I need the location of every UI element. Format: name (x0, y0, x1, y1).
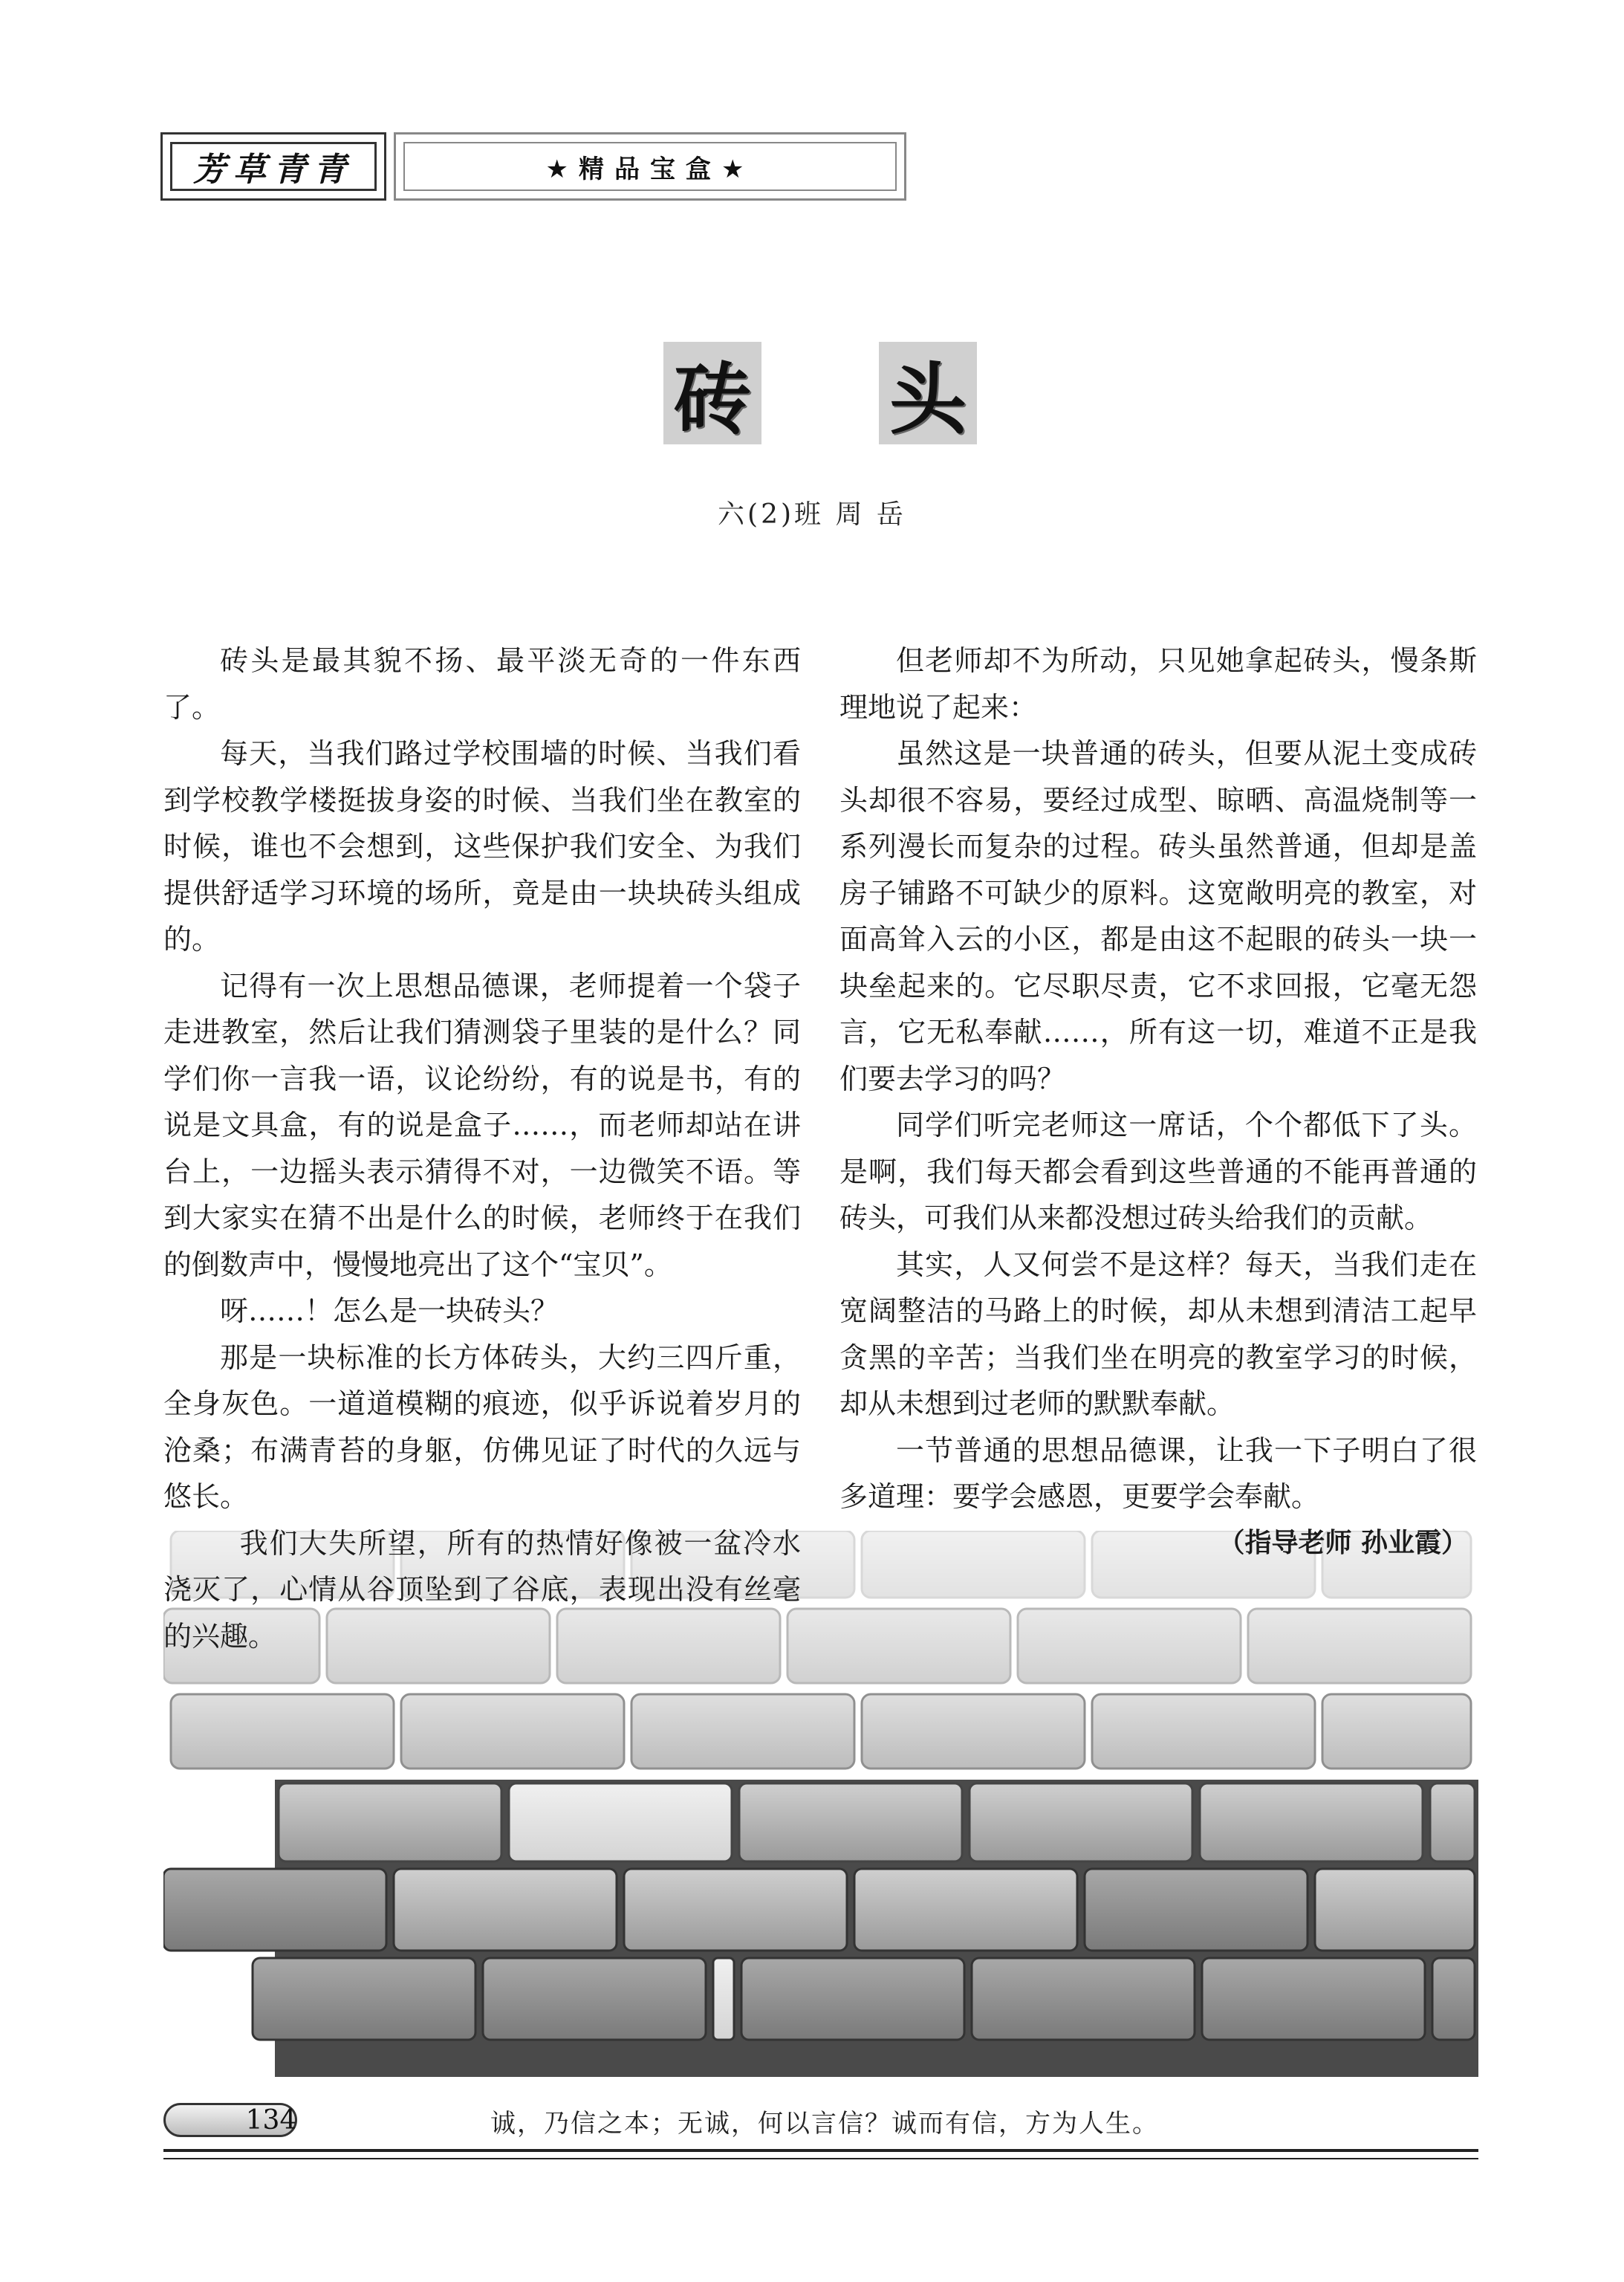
paragraph: 一节普通的思想品德课，让我一下子明白了很多道理：要学会感恩，更要学会奉献。 (839, 1433, 1477, 1513)
footer-motto: 诚，乃信之本；无诚，何以言信？诚而有信，方为人生。 (490, 2109, 1159, 2139)
paragraph: 同学们听完老师这一席话，个个都低下了头。是啊，我们每天都会看到这些普通的不能再普通的砖头，可我们从来都没想过砖头给我们的贡献。 (839, 1109, 1477, 1234)
column-name-box (160, 132, 386, 201)
article-right-column (839, 638, 1477, 1566)
section-name-inner-frame (403, 142, 897, 191)
title-char-1: 砖 (673, 354, 751, 445)
author-byline: 六(2)班 周 岳 (718, 499, 906, 530)
paragraph: 我们大失所望，所有的热情好像被一盆冷水浇灭了，心情从谷顶坠到了谷底，表现出没有丝毫的兴趣。 (163, 1526, 801, 1653)
column-name-inner-frame (170, 142, 377, 191)
paragraph: 每天，当我们路过学校围墙的时候、当我们看到学校教学楼挺拔身姿的时候、当我们坐在教室的时候，谁也不会想到，这些保护我们安全、为我们提供舒适学习环境的场所，竟是由一块块砖头组成的。 (163, 737, 801, 956)
section-name-box (394, 132, 906, 201)
section-name: ★精品宝盒★ (545, 154, 755, 184)
paragraph: 但老师却不为所动，只见她拿起砖头，慢条斯理地说了起来： (839, 644, 1477, 724)
paragraph: 虽然这是一块普通的砖头，但要从泥土变成砖头却很不容易，要经过成型、晾晒、高温烧制等一系列漫长而复杂的过程。砖头虽然普通，但却是盖房子铺路不可缺少的原料。这宽敞明亮的教室，对面高耸入云的小区，都是由这不起眼的砖头一块一块垒起来的。它尽职尽责，它不求回报，它毫无怨言，它无私奉献……，所有这一切，难道不正是我们要去学习的吗？ (839, 737, 1477, 1095)
paragraph: 呀……！怎么是一块砖头？ (220, 1294, 559, 1327)
advisor-signature: （指导老师 孙业霞） (1218, 1527, 1468, 1558)
footer-rule-thick (163, 2149, 1478, 2152)
paragraph: 砖头是最其貌不扬、最平淡无奇的一件东西了。 (163, 644, 801, 724)
title-char-box-2 (879, 342, 977, 444)
paragraph: 那是一块标准的长方体砖头，大约三四斤重，全身灰色。一道道模糊的痕迹，似乎诉说着岁月的沧桑；布满青苔的身躯，仿佛见证了时代的久远与悠长。 (163, 1341, 801, 1513)
article-left-column (163, 638, 801, 1659)
column-name: 芳草青青 (193, 151, 354, 189)
title-char-2: 头 (889, 354, 967, 445)
paragraph: 其实，人又何尝不是这样？每天，当我们走在宽阔整洁的马路上的时候，却从未想到清洁工起早贪黑的辛苦；当我们坐在明亮的教室学习的时候，却从未想到过老师的默默奉献。 (839, 1248, 1477, 1420)
page-number: 134 (245, 2104, 297, 2136)
footer-rule-thin (163, 2158, 1478, 2159)
title-char-box-1 (663, 342, 761, 444)
paragraph: 记得有一次上思想品德课，老师提着一个袋子走进教室，然后让我们猜测袋子里装的是什么？同学们你一言我一语，议论纷纷，有的说是书，有的说是文具盒，有的说是盒子……，而老师却站在讲台上，一边摇头表示猜得不对，一边微笑不语。等到大家实在猜不出是什么的时候，老师终于在我们的倒数声中，慢慢地亮出了这个“宝贝”。 (163, 969, 801, 1281)
